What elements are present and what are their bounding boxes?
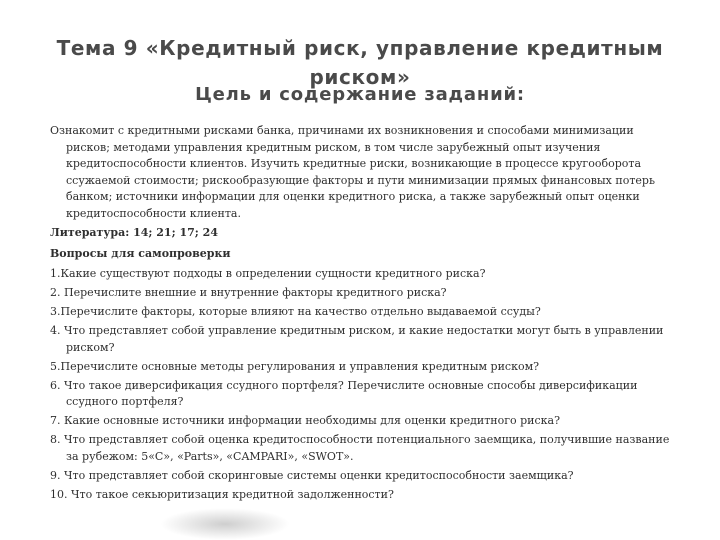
question-item: 3.Перечислите факторы, которые влияют на качество отдельно выдаваемой ссуды?: [50, 305, 541, 318]
overlay-smudge: [160, 508, 290, 540]
literature-line: Литература: 14; 21; 17; 24: [50, 226, 218, 239]
questions-heading: Вопросы для самопроверки: [50, 246, 231, 260]
slide-subtitle: Цель и содержание заданий:: [195, 84, 525, 105]
question-item: 10. Что такое секьюритизация кредитной задолженности?: [50, 487, 394, 501]
intro-paragraph: Ознакомит с кредитными рисками банка, причинами их возникновения и способами минимизации рисков; методами управления кредитным риском, в том числе зарубежный опыт изучения кредитоспособности клиентов. Изучить кредитные риски, возникающие в процессе кругооборота ссужаемой стоимости; рискообразующие факторы и пути минимизации прямых финансовых потерь банком; источники информации для оценки кредитного риска, а также зарубежный опыт оценки кредитоспособности клиента.: [50, 124, 655, 220]
question-item: 8. Что представляет собой оценка кредитоспособности потенциального заемщика, получившие название за рубежом: 5«С», «Parts», «CAMPARI», «SWOT».: [50, 433, 670, 463]
question-item: 7. Какие основные источники информации необходимы для оценки кредитного риска?: [50, 414, 561, 427]
question-item: 9. Что представляет собой скоринговые системы оценки кредитоспособности заемщика?: [50, 468, 574, 482]
question-item: 2. Перечислите внешние и внутренние факторы кредитного риска?: [50, 286, 447, 299]
slide-title: Тема 9 «Кредитный риск, управление кредитным риском»: [56, 36, 664, 89]
slide-body: [50, 123, 680, 506]
question-item: 5.Перечислите основные методы регулирования и управления кредитным риском?: [50, 359, 540, 373]
question-item: 1.Какие существуют подходы в определении сущности кредитного риска?: [50, 267, 486, 280]
question-item: 4. Что представляет собой управление кредитным риском, и какие недостатки могут быть в управлении риском?: [50, 324, 664, 354]
question-item: 6. Что такое диверсификация ссудного портфеля? Перечислите основные способы диверсификации ссудного портфеля?: [50, 378, 638, 408]
